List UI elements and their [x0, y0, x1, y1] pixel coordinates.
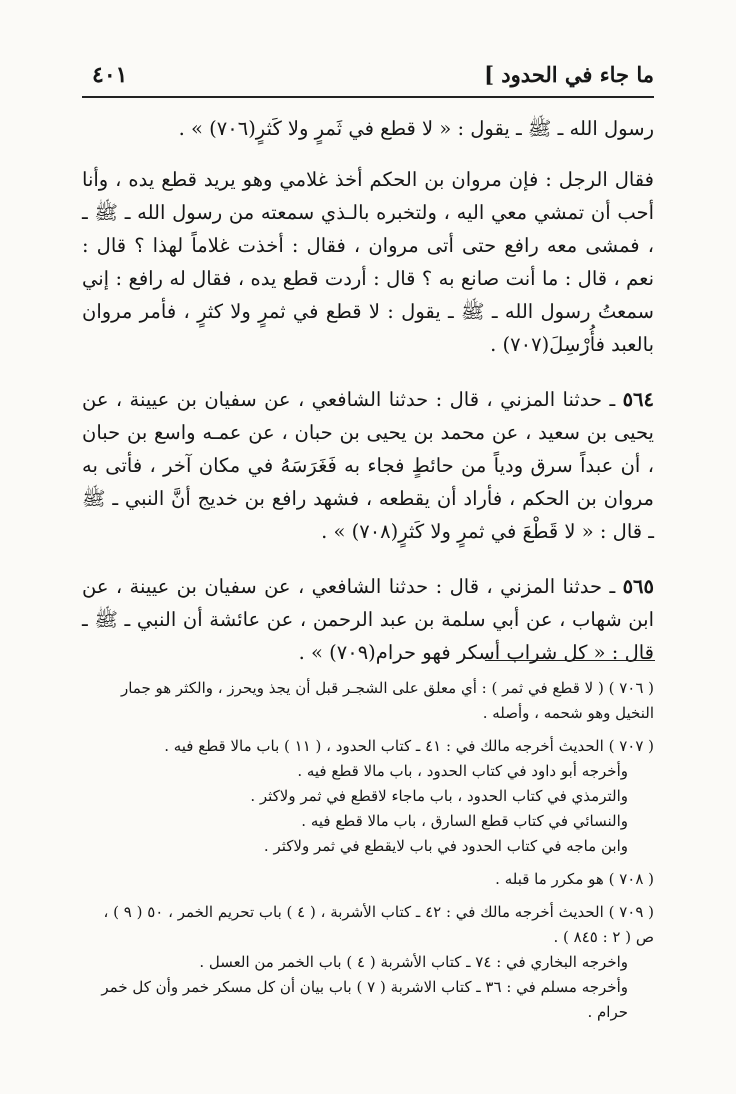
footnote-line: وأخرجه أبو داود في كتاب الحدود ، باب مالا قطع فيه . — [297, 762, 628, 780]
footnote-708: ( ٧٠٨ ) هو مكرر ما قبله . — [495, 870, 654, 888]
footnote-divider — [485, 660, 655, 661]
footnote-line: ( ٧٠٩ ) الحديث أخرجه مالك في : ٤٢ ـ كتاب الأشربة ، ( ٤ ) باب تحريم الخمر ، ٥٠ ( ٩ ) ، ص ( ٢ : ٨٤٥ ) . — [103, 903, 654, 946]
hadith-number: ٥٦٤ — [622, 388, 654, 411]
footnote-line: وابن ماجه في كتاب الحدود في باب لايقطع في ثمر ولاكثر . — [263, 837, 628, 855]
main-text — [82, 112, 654, 669]
footnote-line: ( ٧٠٧ ) الحديث أخرجه مالك في : ٤١ ـ كتاب الحدود ، ( ١١ ) باب مالا قطع فيه . — [164, 737, 654, 755]
hadith-564 — [82, 383, 654, 548]
footnote-707 — [82, 734, 654, 859]
footnote-line: والترمذي في كتاب الحدود ، باب ماجاء لاقطع في ثمر ولاكثر . — [250, 787, 628, 805]
paragraph-1: رسول الله ـ ﷺ ـ يقول : « لا قطع في ثَمرٍ ولا كَثرٍ(٧٠٦) » . — [178, 117, 654, 140]
page-header — [82, 60, 654, 98]
hadith-text: ـ حدثنا المزني ، قال : حدثنا الشافعي ، عن سفيان بن عيينة ، عن ابن شهاب ، عن أبي سلمة بن عبد الرحمن ، عن عائشة أن النبي ـ ﷺ ـ قال : « كل شراب أسكر فهو حرام(٧٠٩) » . — [82, 575, 654, 664]
page-number: ٤٠١ — [92, 62, 128, 88]
hadith-text: ـ حدثنا المزني ، قال : حدثنا الشافعي ، عن سفيان بن عيينة ، عن يحيى بن سعيد ، عن محمد بن يحيى بن حبان ، عن عمـه واسع بن حبان ، أن عبداً سرق ودياً من حائطٍ فجاء به فَغَرَسَهُ في مكان آخر ، فأتى به مروان بن الحكم ، فأراد أن يقطعه ، فشهد رافع بن خديج أنَّ النبي ـ ﷺ ـ قال : « لا قَطْعَ في ثمرٍ ولا كَثرٍ(٧٠٨) » . — [82, 388, 654, 543]
footnote-line: وأخرجه مسلم في : ٣٦ ـ كتاب الاشربة ( ٧ ) باب بيان أن كل مسكر خمر وأن كل خمر حرام . — [101, 978, 628, 1021]
footnote-706: ( ٧٠٦ ) ( لا قطع في ثمر ) : أي معلق على الشجـر قبل أن يجذ ويحرز ، والكثر هو جمار النخيل وهو شحمه ، وأصله . — [120, 679, 654, 722]
footnotes — [82, 676, 654, 1025]
footnote-709 — [82, 900, 654, 1025]
running-title: ما جاء في الحدود ] — [484, 62, 654, 87]
hadith-565 — [82, 570, 654, 669]
footnote-line: والنسائي في كتاب قطع السارق ، باب مالا قطع فيه . — [301, 812, 628, 830]
footnote-line: واخرجه البخاري في : ٧٤ ـ كتاب الأشربة ( ٤ ) باب الخمر من العسل . — [199, 953, 628, 971]
hadith-number: ٥٦٥ — [622, 575, 654, 598]
paragraph-2: فقال الرجل : فإن مروان بن الحكم أخذ غلامي وهو يريد قطع يده ، وأنا أحب أن تمشي معي اليه ، ولتخبره بالـذي سمعته من رسول الله ـ ﷺ ـ ، فمشى معه رافع حتى أتى مروان ، فقال : أخذت غلاماً لهذا ؟ قال : نعم ، قال : ما أنت صانع به ؟ قال : أردت قطع يده ، فقال له رافع : إني سمعتُ رسول الله ـ ﷺ ـ يقول : لا قطع في ثمرٍ ولا كثرٍ ، فأمر مروان بالعبد فأُرْسِلَ(٧٠٧) . — [82, 168, 654, 356]
